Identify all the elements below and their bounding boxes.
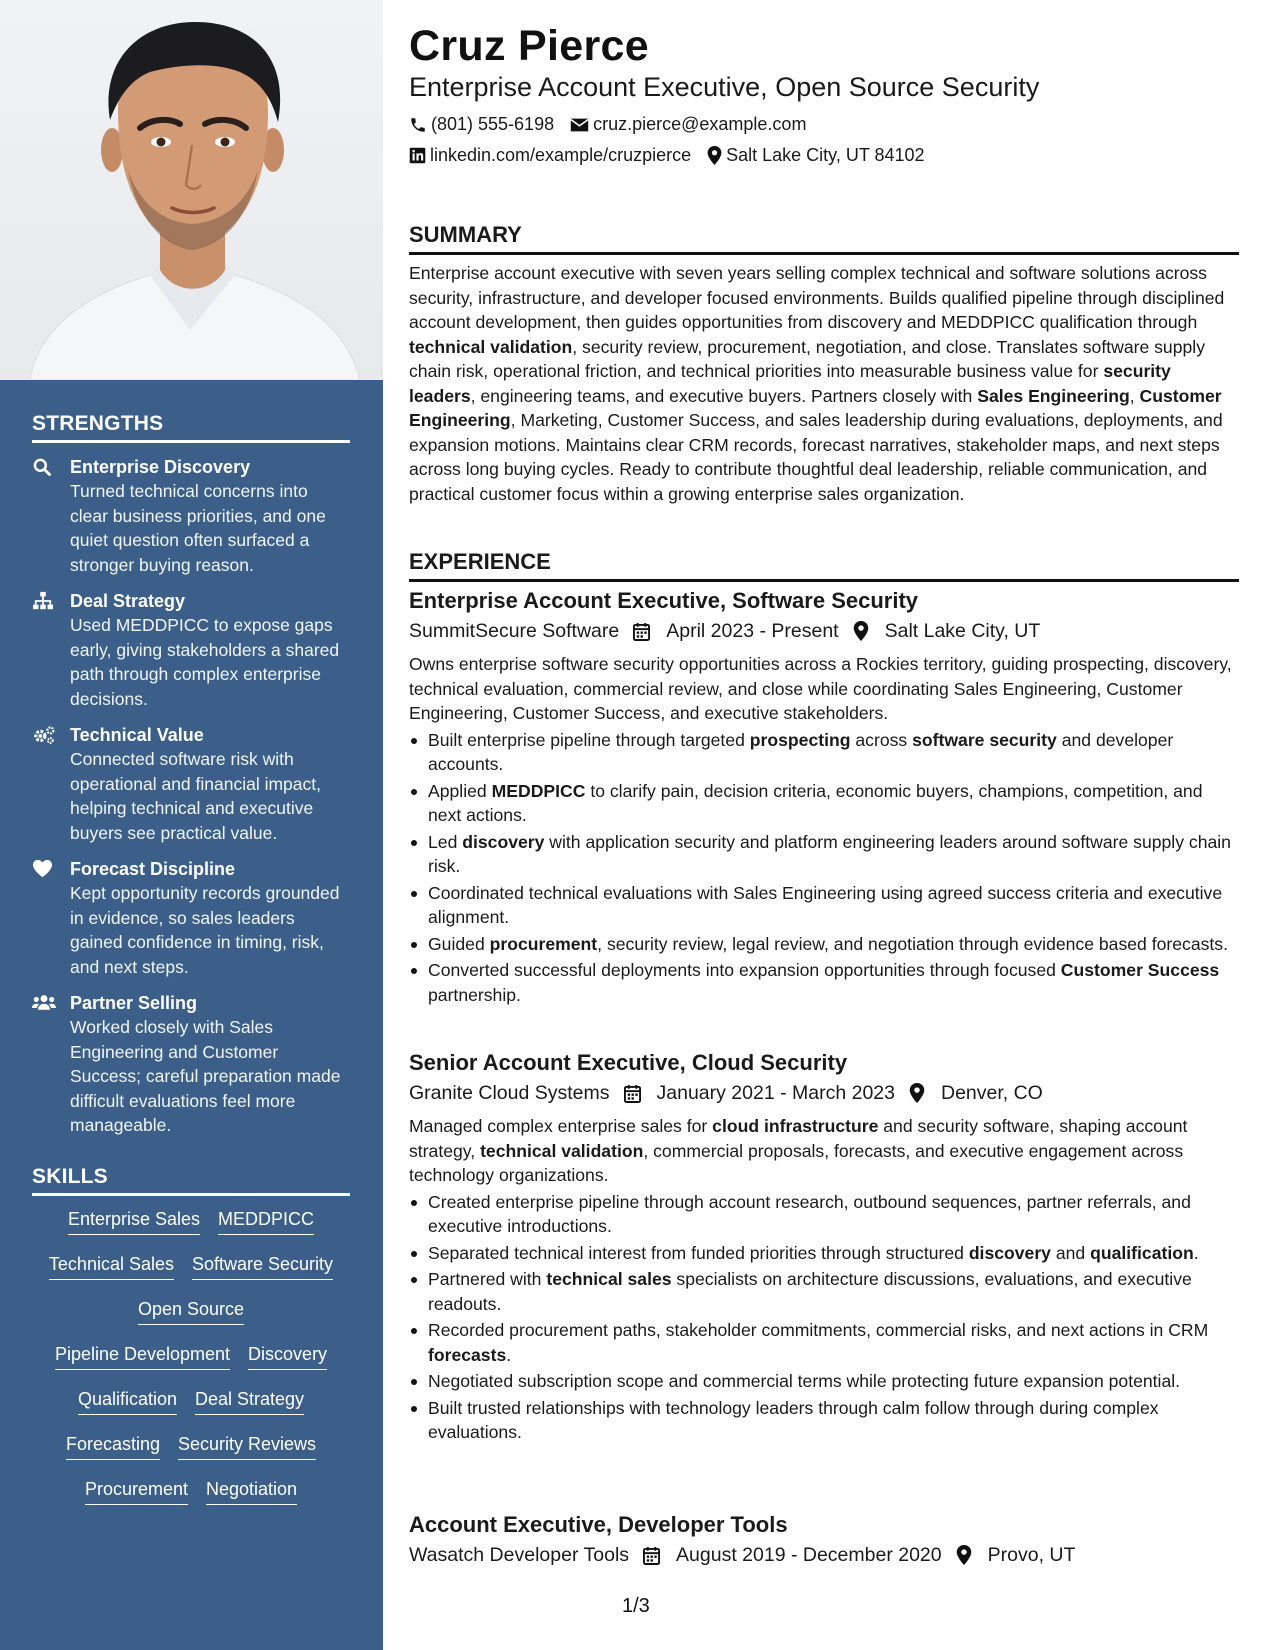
job-description: Owns enterprise software security opportunities across a Rockies territory, guiding prospecting, discovery, technical evaluation, commercial review, and close while coordinating Sales Engineering, Customer Engineering, Customer Success, and executive stakeholders. xyxy=(409,654,1232,723)
bold-keyword: discovery xyxy=(462,831,545,852)
contact-line-2 xyxy=(409,145,941,166)
bold-keyword: technical sales xyxy=(546,1269,672,1289)
job-title: Senior Account Executive, Cloud Security xyxy=(409,1050,848,1075)
page-number: 1/3 xyxy=(622,1595,650,1617)
skill-tag: Negotiation xyxy=(206,1476,297,1505)
strengths-section xyxy=(32,412,350,1138)
skill-tag: Discovery xyxy=(248,1341,327,1370)
job-bullet: Applied MEDDPICC to clarify pain, decision criteria, economic buyers, champions, competition, and next actions. xyxy=(409,779,1239,828)
job-bullet: Created enterprise pipeline through account research, outbound sequences, partner referrals, and executive introductions. xyxy=(409,1190,1239,1239)
job-description: Managed complex enterprise sales for cloud infrastructure and security software, shaping account strategy, technical validation, commercial proposals, forecasts, and executive engagement across technology organizations. xyxy=(409,1116,1188,1185)
strength-description: Connected software risk with operational and financial impact, helping technical and executive buyers see practical value. xyxy=(70,749,321,843)
job-dates: January 2021 - March 2023 xyxy=(624,1078,895,1108)
skill-tag: Enterprise Sales xyxy=(68,1206,200,1235)
skill-tag: Open Source xyxy=(138,1296,244,1325)
map-pin-icon xyxy=(956,1545,980,1565)
job-bullet: Coordinated technical evaluations with Sales Engineering using agreed success criteria and executive alignment. xyxy=(409,881,1239,930)
linkedin-text[interactable]: linkedin.com/example/cruzpierce xyxy=(430,145,692,165)
bold-keyword: qualification xyxy=(1090,1242,1194,1263)
job-bullet: Separated technical interest from funded priorities through structured discovery and qualification. xyxy=(409,1241,1239,1266)
job-meta xyxy=(409,616,1239,646)
calendar-icon xyxy=(633,622,658,641)
skill-row xyxy=(32,1251,350,1296)
strength-description: Used MEDDPICC to expose gaps early, giving stakeholders a shared path through complex enterprise decisions. xyxy=(70,615,340,709)
skill-tag: Pipeline Development xyxy=(55,1341,230,1370)
job-meta xyxy=(409,1540,1239,1570)
job-location: Denver, CO xyxy=(909,1078,1043,1108)
skills-section xyxy=(32,1165,350,1521)
job-location: Salt Lake City, UT xyxy=(853,616,1041,646)
skill-row xyxy=(32,1386,350,1431)
strength-item xyxy=(32,991,350,1138)
sidebar xyxy=(0,0,383,1650)
email-text[interactable]: cruz.pierce@example.com xyxy=(593,114,807,134)
phone-icon xyxy=(409,116,427,134)
job-bullet: Recorded procurement paths, stakeholder commitments, commercial risks, and next actions in CRM forecasts. xyxy=(409,1318,1239,1367)
envelope-icon xyxy=(570,117,589,133)
contact-line-1 xyxy=(409,114,822,135)
bold-keyword: technical validation xyxy=(480,1140,644,1161)
contact-phone xyxy=(409,114,554,135)
calendar-icon xyxy=(643,1546,668,1565)
bold-keyword: software security xyxy=(912,729,1057,750)
strength-item xyxy=(32,723,350,845)
location-text: Salt Lake City, UT 84102 xyxy=(726,145,925,165)
strength-item xyxy=(32,857,350,979)
users-icon xyxy=(32,993,54,1015)
bold-keyword: Sales Engineering xyxy=(977,385,1130,406)
candidate-title: Enterprise Account Executive, Open Source Security xyxy=(409,72,1040,102)
map-pin-icon xyxy=(707,146,722,165)
strength-description: Worked closely with Sales Engineering and Customer Success; careful preparation made difficult evaluations feel more manageable. xyxy=(70,1017,341,1135)
job-bullet: Negotiated subscription scope and commercial terms while protecting future expansion potential. xyxy=(409,1369,1239,1394)
strength-title: Deal Strategy xyxy=(70,591,186,611)
linkedin-icon xyxy=(409,147,426,164)
job-bullet: Partnered with technical sales specialists on architecture discussions, evaluations, and executive readouts. xyxy=(409,1267,1239,1316)
skill-row xyxy=(32,1341,350,1386)
bold-keyword: forecasts xyxy=(428,1344,507,1365)
skill-tag: MEDDPICC xyxy=(218,1206,314,1235)
calendar-icon xyxy=(624,1084,649,1103)
company-name: SummitSecure Software xyxy=(409,620,620,642)
search-icon xyxy=(32,457,54,479)
summary-heading: SUMMARY xyxy=(409,222,1239,255)
strength-title: Forecast Discipline xyxy=(70,859,236,879)
bold-keyword: procurement xyxy=(489,933,598,954)
skill-tag: Software Security xyxy=(192,1251,333,1280)
map-pin-icon xyxy=(909,1083,933,1103)
strength-description: Kept opportunity records grounded in evidence, so sales leaders gained confidence in timing, risk, and next steps. xyxy=(70,883,340,977)
skill-tag: Forecasting xyxy=(66,1431,160,1460)
bold-keyword: Customer Engineering xyxy=(409,385,1222,430)
bold-keyword: technical validation xyxy=(409,336,573,357)
skill-tag: Security Reviews xyxy=(178,1431,316,1460)
skills-heading: SKILLS xyxy=(32,1165,350,1196)
job-bullet: Led discovery with application security and platform engineering leaders around software supply chain risk. xyxy=(409,830,1239,879)
bold-keyword: cloud infrastructure xyxy=(712,1116,879,1136)
gears-icon xyxy=(32,725,54,747)
experience-entry xyxy=(409,1048,1239,1447)
candidate-name: Cruz Pierce xyxy=(409,22,649,70)
strength-description: Turned technical concerns into clear business priorities, and one quiet question often surfaced a stronger buying reason. xyxy=(70,481,326,575)
contact-linkedin[interactable] xyxy=(409,145,691,166)
skill-tag: Technical Sales xyxy=(49,1251,174,1280)
experience-entry xyxy=(409,1510,1239,1570)
skill-row xyxy=(32,1431,350,1476)
portrait-image xyxy=(0,0,383,380)
phone-text: (801) 555-6198 xyxy=(431,114,555,134)
skill-tag: Procurement xyxy=(85,1476,188,1505)
strengths-heading: STRENGTHS xyxy=(32,412,350,443)
job-bullet: Built trusted relationships with technology leaders through calm follow through during complex evaluations. xyxy=(409,1396,1239,1445)
experience-entry xyxy=(409,586,1239,1009)
experience-heading: EXPERIENCE xyxy=(409,549,1239,582)
bold-keyword: prospecting xyxy=(749,729,851,750)
job-bullet: Converted successful deployments into expansion opportunities through focused Customer Success partnership. xyxy=(409,958,1239,1007)
job-dates: August 2019 - December 2020 xyxy=(643,1540,942,1570)
contact-location xyxy=(707,145,924,166)
heart-icon xyxy=(32,859,54,881)
strength-title: Enterprise Discovery xyxy=(70,457,251,477)
skill-row xyxy=(32,1476,350,1521)
bold-keyword: MEDDPICC xyxy=(491,780,586,801)
job-title: Account Executive, Developer Tools xyxy=(409,1512,788,1537)
bold-keyword: Customer Success xyxy=(1060,960,1220,980)
job-bullets xyxy=(409,728,1239,1008)
skills-list xyxy=(32,1206,350,1521)
job-dates: April 2023 - Present xyxy=(633,616,838,646)
bold-keyword: security leaders xyxy=(409,361,1171,406)
strength-title: Technical Value xyxy=(70,725,204,745)
bold-keyword: discovery xyxy=(968,1242,1051,1263)
summary-text: Enterprise account executive with seven years selling complex technical and software solutions across security, infrastructure, and developer focused environments. Builds qualified pipeline through disciplined account development, then guides opportunities from discovery and MEDDPICC qualification through technical validation, security review, procurement, negotiation, and close. Translates software supply chain risk, operational friction, and technical priorities into measurable business value for security leaders, engineering teams, and executive buyers. Partners closely with Sales Engineering, Customer Engineering, Marketing, Customer Success, and sales leadership during evaluations, deployments, and expansion motions. Maintains clear CRM records, forecast narratives, stakeholder maps, and next steps across long buying cycles. Ready to contribute thoughtful deal leadership, reliable communication, and practical customer focus within a growing enterprise sales organization. xyxy=(409,263,1225,504)
map-pin-icon xyxy=(853,621,877,641)
sitemap-icon xyxy=(32,591,54,613)
contact-email[interactable] xyxy=(570,114,806,135)
job-title: Enterprise Account Executive, Software Security xyxy=(409,588,919,613)
strength-item xyxy=(32,455,350,577)
job-bullets xyxy=(409,1190,1239,1445)
skill-tag: Deal Strategy xyxy=(195,1386,304,1415)
job-bullet: Guided procurement, security review, legal review, and negotiation through evidence based forecasts. xyxy=(409,932,1239,957)
strength-item xyxy=(32,589,350,711)
skill-row xyxy=(32,1296,350,1341)
company-name: Granite Cloud Systems xyxy=(409,1082,610,1104)
job-location: Provo, UT xyxy=(956,1540,1076,1570)
job-meta xyxy=(409,1078,1239,1108)
skill-tag: Qualification xyxy=(78,1386,177,1415)
company-name: Wasatch Developer Tools xyxy=(409,1544,630,1566)
profile-photo xyxy=(0,0,383,380)
strength-title: Partner Selling xyxy=(70,993,198,1013)
skill-row xyxy=(32,1206,350,1251)
job-bullet: Built enterprise pipeline through targeted prospecting across software security and developer accounts. xyxy=(409,728,1239,777)
